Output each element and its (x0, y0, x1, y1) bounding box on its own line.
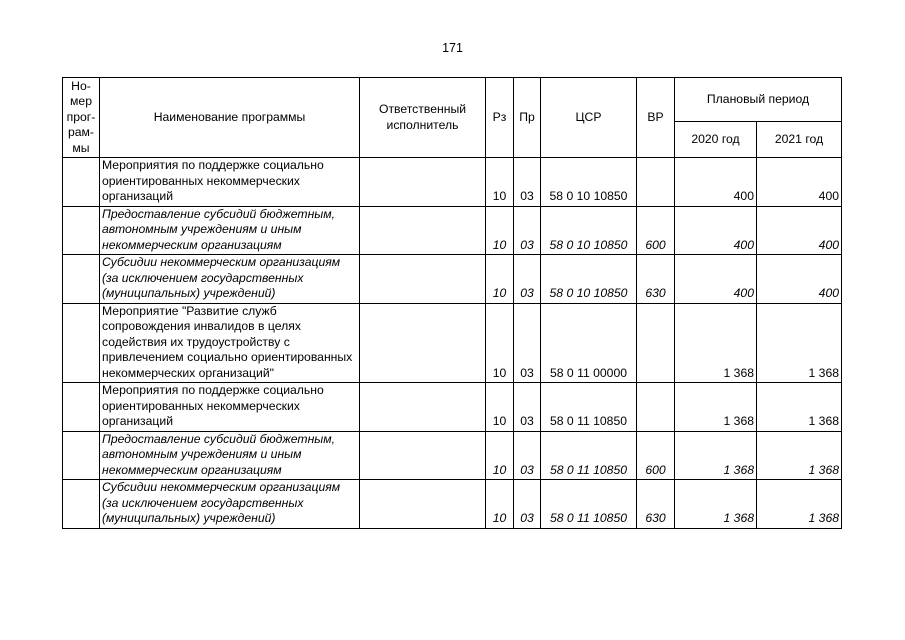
program-name-cell: Мероприятия по поддержке социально ориентированных некоммерческих организаций (100, 383, 360, 432)
table-row (63, 303, 842, 383)
header-year-2021: 2021 год (757, 122, 842, 158)
executor-cell (360, 206, 486, 255)
table-row (63, 383, 842, 432)
program-name-cell: Предоставление субсидий бюджетным, автономным учреждениям и иным некоммерческим организациям (100, 431, 360, 480)
amount-2020-cell: 400 (675, 158, 757, 207)
header-year-2020: 2020 год (675, 122, 757, 158)
csr-cell: 58 0 11 10850 (541, 480, 637, 529)
header-executor: Ответственный исполнитель (360, 78, 486, 158)
pr-cell: 03 (514, 480, 541, 529)
executor-cell (360, 255, 486, 304)
budget-table (62, 77, 842, 529)
pr-cell: 03 (514, 158, 541, 207)
vr-cell: 630 (637, 480, 675, 529)
csr-cell: 58 0 10 10850 (541, 255, 637, 304)
amount-2021-cell: 400 (757, 158, 842, 207)
header-program-number: Но-мер прог-рам-мы (63, 78, 100, 158)
csr-cell: 58 0 11 00000 (541, 303, 637, 383)
vr-cell: 600 (637, 206, 675, 255)
header-planned-period: Плановый период (675, 78, 842, 122)
table-row (63, 480, 842, 529)
vr-cell (637, 383, 675, 432)
program-number-cell (63, 383, 100, 432)
amount-2021-cell: 1 368 (757, 480, 842, 529)
rz-cell: 10 (486, 206, 514, 255)
header-pr: Пр (514, 78, 541, 158)
header-vr: ВР (637, 78, 675, 158)
executor-cell (360, 431, 486, 480)
pr-cell: 03 (514, 431, 541, 480)
table-body (63, 158, 842, 529)
pr-cell: 03 (514, 383, 541, 432)
program-name-cell: Предоставление субсидий бюджетным, автономным учреждениям и иным некоммерческим организациям (100, 206, 360, 255)
program-number-cell (63, 255, 100, 304)
amount-2021-cell: 400 (757, 255, 842, 304)
amount-2020-cell: 1 368 (675, 431, 757, 480)
vr-cell: 600 (637, 431, 675, 480)
csr-cell: 58 0 10 10850 (541, 158, 637, 207)
program-name-cell: Субсидии некоммерческим организациям (за исключением государственных (муниципальных) учреждений) (100, 480, 360, 529)
pr-cell: 03 (514, 255, 541, 304)
header-csr: ЦСР (541, 78, 637, 158)
program-name-cell: Субсидии некоммерческим организациям (за исключением государственных (муниципальных) учреждений) (100, 255, 360, 304)
rz-cell: 10 (486, 383, 514, 432)
amount-2021-cell: 400 (757, 206, 842, 255)
amount-2020-cell: 1 368 (675, 303, 757, 383)
table-row (63, 255, 842, 304)
csr-cell: 58 0 11 10850 (541, 383, 637, 432)
amount-2020-cell: 1 368 (675, 480, 757, 529)
rz-cell: 10 (486, 431, 514, 480)
amount-2021-cell: 1 368 (757, 383, 842, 432)
pr-cell: 03 (514, 303, 541, 383)
executor-cell (360, 383, 486, 432)
program-number-cell (63, 480, 100, 529)
amount-2020-cell: 400 (675, 206, 757, 255)
program-number-cell (63, 303, 100, 383)
program-number-cell (63, 158, 100, 207)
executor-cell (360, 480, 486, 529)
program-number-cell (63, 431, 100, 480)
vr-cell (637, 303, 675, 383)
vr-cell (637, 158, 675, 207)
amount-2020-cell: 1 368 (675, 383, 757, 432)
program-number-cell (63, 206, 100, 255)
rz-cell: 10 (486, 480, 514, 529)
rz-cell: 10 (486, 158, 514, 207)
executor-cell (360, 158, 486, 207)
amount-2021-cell: 1 368 (757, 303, 842, 383)
vr-cell: 630 (637, 255, 675, 304)
csr-cell: 58 0 10 10850 (541, 206, 637, 255)
rz-cell: 10 (486, 255, 514, 304)
table-row (63, 206, 842, 255)
page-number: 171 (442, 41, 463, 55)
header-program-name: Наименование программы (100, 78, 360, 158)
amount-2021-cell: 1 368 (757, 431, 842, 480)
header-rz: Рз (486, 78, 514, 158)
table-row (63, 431, 842, 480)
table-row (63, 158, 842, 207)
rz-cell: 10 (486, 303, 514, 383)
program-name-cell: Мероприятие "Развитие служб сопровождения инвалидов в целях содействия их трудоустройству с привлечением социально ориентированных некоммерческих организаций" (100, 303, 360, 383)
amount-2020-cell: 400 (675, 255, 757, 304)
csr-cell: 58 0 11 10850 (541, 431, 637, 480)
table-header (63, 78, 842, 158)
program-name-cell: Мероприятия по поддержке социально ориентированных некоммерческих организаций (100, 158, 360, 207)
pr-cell: 03 (514, 206, 541, 255)
executor-cell (360, 303, 486, 383)
